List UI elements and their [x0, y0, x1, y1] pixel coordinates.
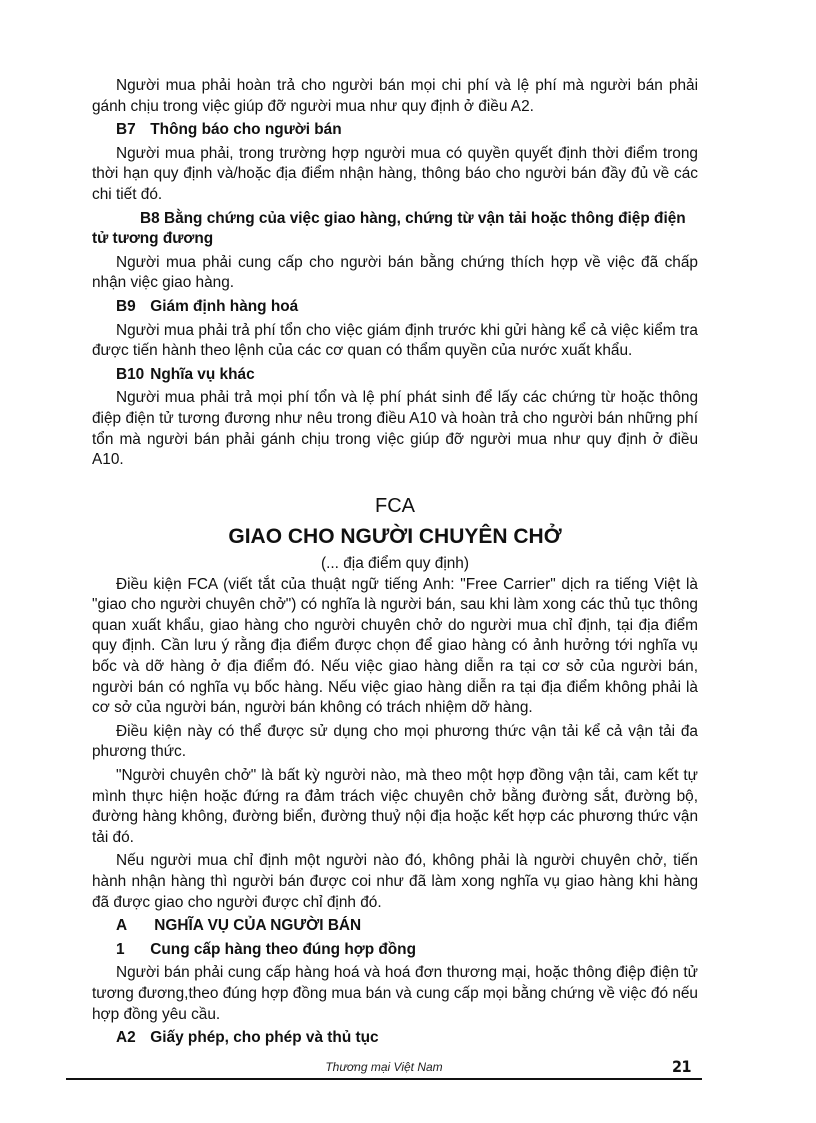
- heading-b8: [92, 209, 698, 250]
- page-content: [92, 76, 698, 1052]
- heading-text: Giám định hàng hoá: [150, 297, 299, 315]
- heading-text: Nghĩa vụ khác: [150, 365, 255, 383]
- heading-code: A2: [116, 1029, 136, 1047]
- heading-text: Bằng chứng của việc giao hàng, chứng từ vận tải hoặc thông điệp điện tử tương đương: [92, 209, 686, 248]
- heading-code: 1: [116, 940, 125, 958]
- paragraph-b8: Người mua phải cung cấp cho người bán bằng chứng thích hợp về việc đã chấp nhận việc giao hàng.: [92, 253, 698, 292]
- heading-text: NGHĨA VỤ CỦA NGƯỜI BÁN: [154, 917, 362, 935]
- term-subtitle: (... địa điểm quy định): [321, 554, 469, 572]
- heading-b7: [92, 120, 698, 141]
- heading-text: Giấy phép, cho phép và thủ tục: [150, 1029, 379, 1047]
- heading-a1: [92, 940, 698, 961]
- term-title: GIAO CHO NGƯỜI CHUYÊN CHỞ: [228, 524, 562, 548]
- paragraph-fca-definition: Điều kiện FCA (viết tắt của thuật ngữ tiếng Anh: "Free Carrier" dịch ra tiếng Việt là "giao cho người chuyên chở") có nghĩa là người bán, sau khi làm xong các thủ tục thông quan xuất khẩu, giao hàng cho người chuyên chở do người mua chỉ định, tại địa điểm quy định. Cần lưu ý rằng địa điểm được chọn để giao hàng có ảnh hưởng tới nghĩa vụ bốc và dỡ hàng ở địa điểm đó. Nếu việc giao hàng diễn ra tại cơ sở của người bán, người bán có nghĩa vụ bốc hàng. Nếu việc giao hàng diễn ra tại địa điểm không phải là cơ sở của người bán, người bán không có trách nhiệm dỡ hàng.: [92, 575, 698, 717]
- heading-code: B10: [116, 365, 145, 383]
- term-title-block: [92, 493, 698, 575]
- paragraph-b6-continuation: Người mua phải hoàn trả cho người bán mọi chi phí và lệ phí mà người bán phải gánh chịu trong việc giúp đỡ người mua như quy định ở điều A2.: [92, 77, 698, 115]
- term-code: FCA: [375, 494, 415, 517]
- heading-code: B7: [116, 121, 136, 139]
- paragraph-fca-transport: Điều kiện này có thể được sử dụng cho mọi phương thức vận tải kể cả vận tải đa phương thức.: [92, 722, 698, 761]
- paragraph-b7: Người mua phải, trong trường hợp người mua có quyền quyết định thời điểm trong thời hạn quy định và/hoặc địa điểm nhận hàng, thông báo cho người bán đầy đủ về các chi tiết đó.: [92, 144, 698, 203]
- heading-code: B8: [140, 209, 160, 227]
- heading-text: Thông báo cho người bán: [150, 121, 342, 139]
- page-number: 21: [672, 1057, 692, 1076]
- paragraph-a1: Người bán phải cung cấp hàng hoá và hoá đơn thương mại, hoặc thông điệp điện tử tương đương,theo đúng hợp đồng mua bán và cung cấp mọi bằng chứng về việc đó nếu hợp đồng yêu cầu.: [92, 964, 698, 1023]
- heading-b10: [92, 365, 698, 386]
- paragraph-nominated-person: Nếu người mua chỉ định một người nào đó, không phải là người chuyên chở, tiến hành nhận hàng thì người bán được coi như đã làm xong nghĩa vụ giao hàng khi hàng đã được giao cho người được chỉ định đó.: [92, 852, 698, 911]
- heading-code: A: [116, 917, 128, 935]
- footer-rule: [66, 1078, 702, 1080]
- paragraph-b9: Người mua phải trả phí tổn cho việc giám định trước khi gửi hàng kể cả việc kiểm tra được tiến hành theo lệnh của các cơ quan có thẩm quyền của nước xuất khẩu.: [92, 321, 698, 360]
- heading-b9: [92, 297, 698, 318]
- paragraph-carrier-definition: "Người chuyên chở" là bất kỳ người nào, mà theo một hợp đồng vận tải, cam kết tự mình thực hiện hoặc đứng ra đảm trách việc chuyên chở bằng đường sắt, đường bộ, đường hàng không, đường biển, đường thuỷ nội địa hoặc kết hợp các phương thức vận tải đó.: [92, 767, 698, 846]
- paragraph-b10: Người mua phải trả mọi phí tổn và lệ phí phát sinh để lấy các chứng từ hoặc thông điệp điện tử tương đương như nêu trong điều A10 và hoàn trả cho người bán những phí tổn mà người bán phải gánh chịu trong việc giúp đỡ người mua như quy định ở điều A10.: [92, 389, 698, 469]
- footer-publisher: Thương mại Việt Nam: [325, 1060, 443, 1074]
- heading-code: B9: [116, 297, 136, 315]
- heading-a2: [92, 1028, 698, 1049]
- heading-text: Cung cấp hàng theo đúng hợp đồng: [150, 940, 416, 958]
- heading-section-a: [92, 916, 698, 937]
